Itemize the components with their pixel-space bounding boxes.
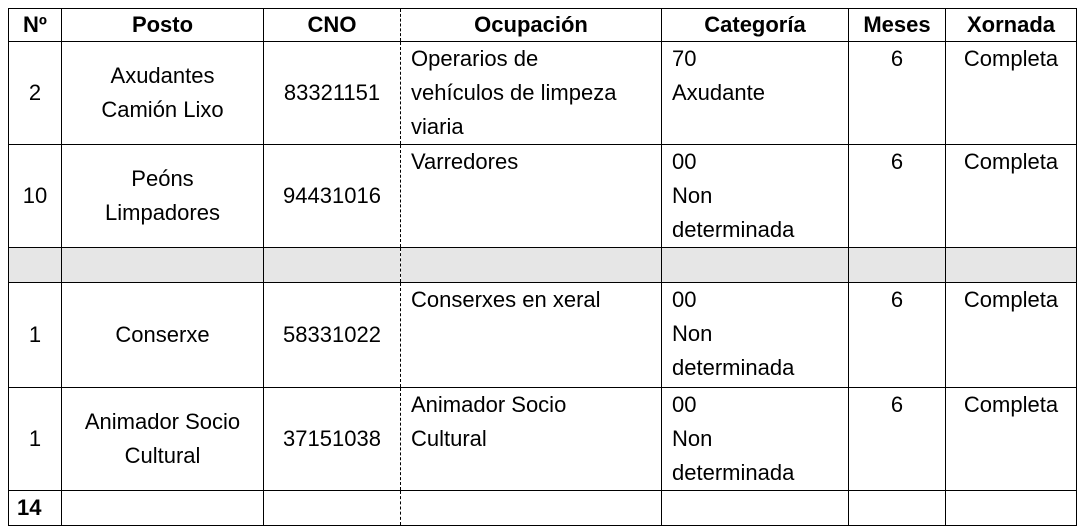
posto-line: Conserxe: [115, 322, 210, 347]
empty-cell: [264, 248, 401, 283]
cell-xornada: Completa: [946, 388, 1077, 491]
categoria-line: 70: [672, 46, 697, 71]
cell-categoria: [662, 283, 849, 388]
categoria-line: determinada: [672, 217, 795, 242]
cell-num: 10: [9, 145, 62, 248]
cell-categoria: [662, 145, 849, 248]
categoria-line: 00: [672, 392, 697, 417]
categoria-line: Non: [672, 183, 713, 208]
cell-meses: 6: [849, 42, 946, 145]
cell-categoria: [662, 388, 849, 491]
cell-ocupacion: [401, 388, 662, 491]
table-row: [9, 145, 1077, 248]
categoria-line: Non: [672, 321, 713, 346]
header-ocupacion: Ocupación: [401, 9, 662, 42]
cell-meses: 6: [849, 283, 946, 388]
cell-cno: 83321151: [264, 42, 401, 145]
header-row: [9, 9, 1077, 42]
cell-cno: 94431016: [264, 145, 401, 248]
empty-cell: [9, 248, 62, 283]
posto-line: Cultural: [124, 443, 201, 468]
cell-xornada: Completa: [946, 283, 1077, 388]
posto-line: Peóns: [131, 166, 194, 191]
categoria-line: Axudante: [672, 80, 765, 105]
cell-cno: 58331022: [264, 283, 401, 388]
ocupacion-line: Cultural: [411, 426, 487, 451]
cell-ocupacion: [401, 283, 662, 388]
empty-cell: [401, 248, 662, 283]
empty-cell: [849, 248, 946, 283]
header-categoria: Categoría: [662, 9, 849, 42]
cell-meses: 6: [849, 388, 946, 491]
separator-row: [9, 248, 1077, 283]
header-posto: Posto: [62, 9, 264, 42]
total-count: 14: [9, 491, 62, 526]
ocupacion-line: Animador Socio: [411, 392, 567, 417]
empty-cell: [62, 491, 264, 526]
cell-posto: [62, 283, 264, 388]
cell-cno: 37151038: [264, 388, 401, 491]
cell-meses: 6: [849, 145, 946, 248]
table-row: [9, 283, 1077, 388]
categoria-line: determinada: [672, 355, 795, 380]
ocupacion-line: Varredores: [411, 149, 519, 174]
empty-cell: [62, 248, 264, 283]
ocupacion-line: Operarios de: [411, 46, 539, 71]
cell-posto: [62, 145, 264, 248]
table-row: [9, 388, 1077, 491]
empty-cell: [946, 248, 1077, 283]
cell-posto: [62, 42, 264, 145]
ocupacion-line: Conserxes en xeral: [411, 287, 601, 312]
categoria-line: determinada: [672, 460, 795, 485]
cell-num: 2: [9, 42, 62, 145]
cell-posto: [62, 388, 264, 491]
header-num: Nº: [9, 9, 62, 42]
header-cno: CNO: [264, 9, 401, 42]
categoria-line: 00: [672, 149, 697, 174]
posto-line: Camión Lixo: [101, 97, 224, 122]
cell-xornada: Completa: [946, 145, 1077, 248]
header-meses: Meses: [849, 9, 946, 42]
total-row: [9, 491, 1077, 526]
cell-ocupacion: [401, 145, 662, 248]
ocupacion-line: viaria: [411, 114, 464, 139]
posto-line: Limpadores: [105, 200, 220, 225]
posto-line: Animador Socio: [84, 409, 241, 434]
empty-cell: [946, 491, 1077, 526]
ocupacion-line: vehículos de limpeza: [411, 80, 617, 105]
cell-ocupacion: [401, 42, 662, 145]
table-row: [9, 42, 1077, 145]
cell-num: 1: [9, 283, 62, 388]
cell-categoria: [662, 42, 849, 145]
cell-num: 1: [9, 388, 62, 491]
cell-xornada: Completa: [946, 42, 1077, 145]
empty-cell: [401, 491, 662, 526]
empty-cell: [264, 491, 401, 526]
posto-line: Axudantes: [110, 63, 215, 88]
empty-cell: [662, 248, 849, 283]
categoria-line: Non: [672, 426, 713, 451]
empty-cell: [662, 491, 849, 526]
empty-cell: [849, 491, 946, 526]
categoria-line: 00: [672, 287, 697, 312]
header-xornada: Xornada: [946, 9, 1077, 42]
jobs-table: [8, 8, 1077, 526]
